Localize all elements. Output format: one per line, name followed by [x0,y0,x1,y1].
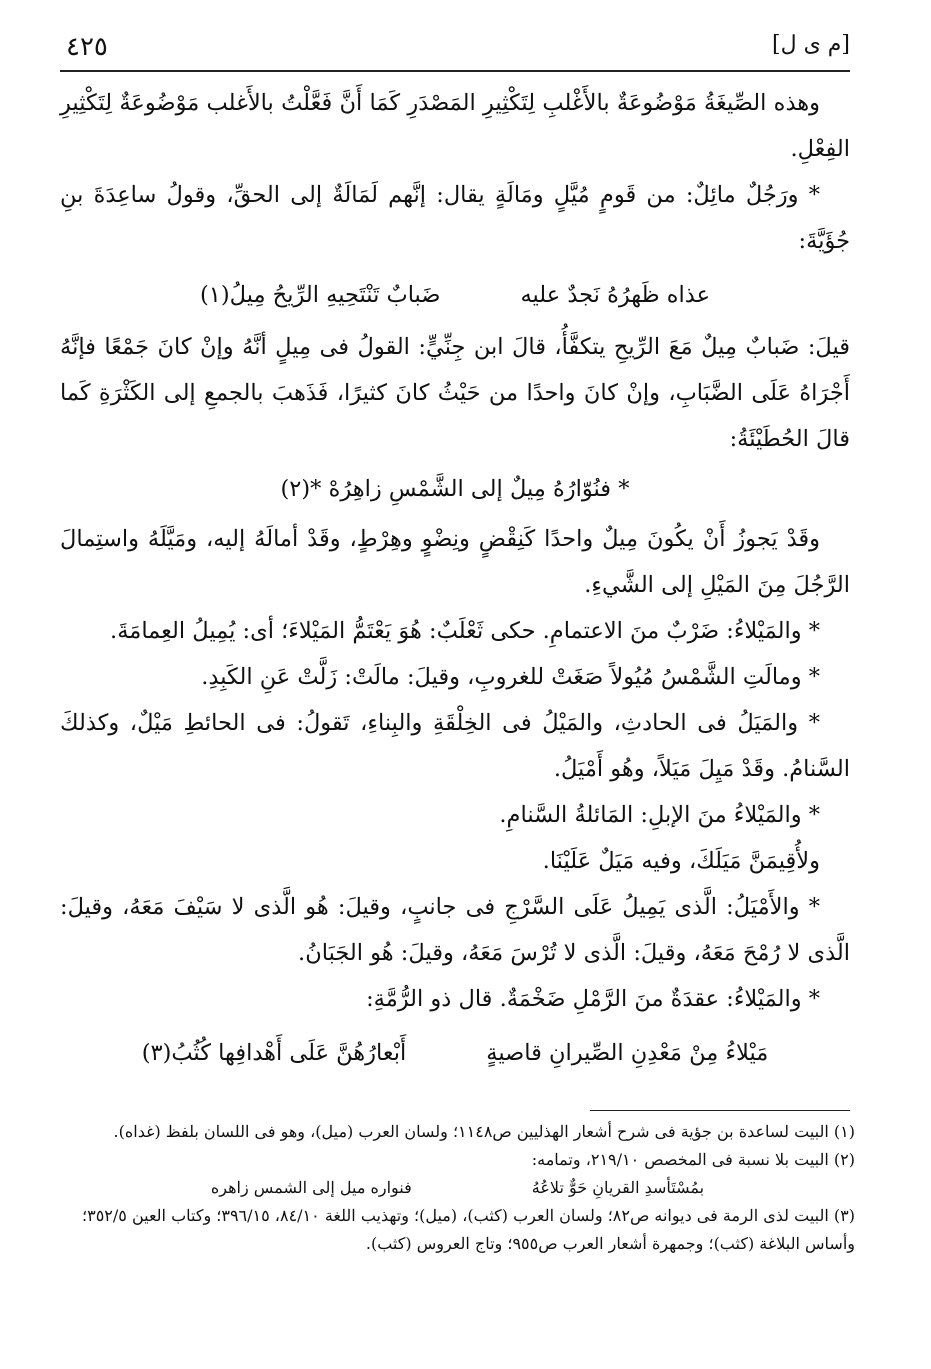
paragraph: * ومالَتِ الشَّمْسُ مُيُولاً صَغَتْ للغروبِ، وقيلَ: مالَتْ: زَلَّتْ عَنِ الكَبِدِ. [201,664,820,690]
paragraph: وهذه الصِّيغَةُ مَوْضُوعَةٌ بالأَغْلبِ لِتَكْثِيرِ المَصْدَرِ كَمَا أَنَّ فَعَّلْتُ بالأَغلب مَوْضُوعَةٌ لِتَكْثِيرِ الفِعْلِ. [60,90,850,162]
verse-hemistich-second: أَبْعارُهُنَّ عَلَى أَهْدافِها كُثُبُ(٣) [141,1040,407,1066]
footnote-verse-first: بمُسْتَأسدِ القريانِ حَوٌّ تلاعُهُ [531,1178,705,1197]
footnote-rule [590,1110,850,1111]
verse-hemistich-second: ضَبابٌ تَنْتَحِيهِ الرِّيحُ مِيلُ(١) [200,282,441,308]
page-number: ٤٢٥ [66,32,108,62]
header-rule [60,70,850,72]
footnote-verse-second: فنواره ميل إلى الشمس زاهره [210,1178,412,1197]
page-header [60,30,850,68]
paragraph: * والمَيَلُ فى الحادثِ، والمَيْلُ فى الخِلْقَةِ والبِناءِ، تَقولُ: فى الحائطِ مَيْلٌ، وكذلكَ السَّنامُ. وقَدْ مَيِلَ مَيَلاً، وهُو أَمْيَلُ. [60,710,850,782]
paragraph: * والمَيْلاءُ: عقدَةٌ منَ الرَّمْلِ ضَخْمَةٌ. قال ذو الرُّمَّةِ: [366,986,820,1012]
verse-hemistich-first: مَيْلاءُ مِنْ مَعْدِنِ الصِّيرانِ قاصيةٍ [486,1040,769,1066]
main-text [60,80,850,1082]
paragraph: * والمَيْلاءُ منَ الإبلِ: المَائلةُ السَّنامِ. [499,802,820,828]
paragraph: * ورَجُلٌ مائِلٌ: من قَومٍ مُيَّلٍ ومَالَةٍ يقال: إنَّهم لَمَالَةٌ إلى الحقِّ، وقولُ ساعِدَةَ بنِ جُؤَيَّةَ: [60,182,850,254]
footnote: (٢) البيت بلا نسبة فى المخصص ٢١٩/١٠، وتمامه: [531,1150,855,1169]
verse-hemistich-first: عذاه ظَهرُهُ نَجدٌ عليه [520,282,710,308]
footnotes [60,1118,855,1258]
footnote: (٣) البيت لذى الرمة فى ديوانه ص٨٢؛ ولسان العرب (كثب)، (ميل)؛ وتهذيب اللغة ٨٤/١٠، ٣٩٦/١٥؛ وكتاب العين ٣٥٢/٥؛ وأساس البلاغة (كثب)؛ وجمهرة أشعار العرب ص٩٥٥؛ وتاج العروس (كثب). [82,1206,855,1253]
paragraph: ولأُقِيمَنَّ مَيَلَكَ، وفيه مَيَلٌ عَلَيْنَا. [542,848,820,874]
verse-line [60,1030,850,1076]
paragraph: قيلَ: ضَبابٌ مِيلٌ مَعَ الرِّيحِ يتكفَّأُ، قالَ ابن جِنِّيٍّ: القولُ فى مِيلٍ أنَّهُ وإنْ كانَ جَمْعًا فإنَّهُ أَجْرَاهُ عَلَى الضَّبَابِ، وإنْ كانَ واحدًا من حَيْثُ كانَ كثيرًا، فَذَهبَ بالجمعِ إلى الكَثْرَةِ كَما قالَ الحُطَيْئَةُ: [60,334,850,452]
footnote: (١) البيت لساعدة بن جؤية فى شرح أشعار الهذليين ص١١٤٨؛ ولسان العرب (ميل)، وهو فى اللسان بلفظ (غداه). [113,1122,855,1141]
footnote-verse [60,1174,855,1202]
verse-line [60,272,850,318]
verse-line: * فنُوّارُهُ مِيلٌ إلى الشَّمْسِ زاهِرُهْ *(٢) [280,476,630,502]
root-label: [م ى ل] [772,32,850,57]
paragraph: * والمَيْلاءُ: ضَرْبٌ منَ الاعتمامِ. حكى ثَعْلَبٌ: هُوَ يَعْتَمُّ المَيْلاءَ؛ أى: يُمِيلُ العِمامَةَ. [110,618,820,644]
paragraph: وقَدْ يَجوزُ أَنْ يكُونَ مِيلٌ واحدًا كَنِقْضٍ ونِضْوٍ وهِرْطٍ، وقَدْ أمالَهُ إليه، ومَيَّلَهُ واستِمالَ الرَّجُلَ مِنَ المَيْلِ إلى الشَّيءِ. [60,526,850,598]
paragraph: * والأَمْيَلُ: الَّذى يَمِيلُ عَلَى السَّرْجِ فى جانبٍ، وقيلَ: هُو الَّذى لا سَيْفَ مَعَهُ، وقيلَ: الَّذى لا رُمْحَ مَعَهُ، وقيلَ: الَّذى لا تُرْسَ مَعَهُ، وقيلَ: هُو الجَبَانُ. [60,894,850,966]
